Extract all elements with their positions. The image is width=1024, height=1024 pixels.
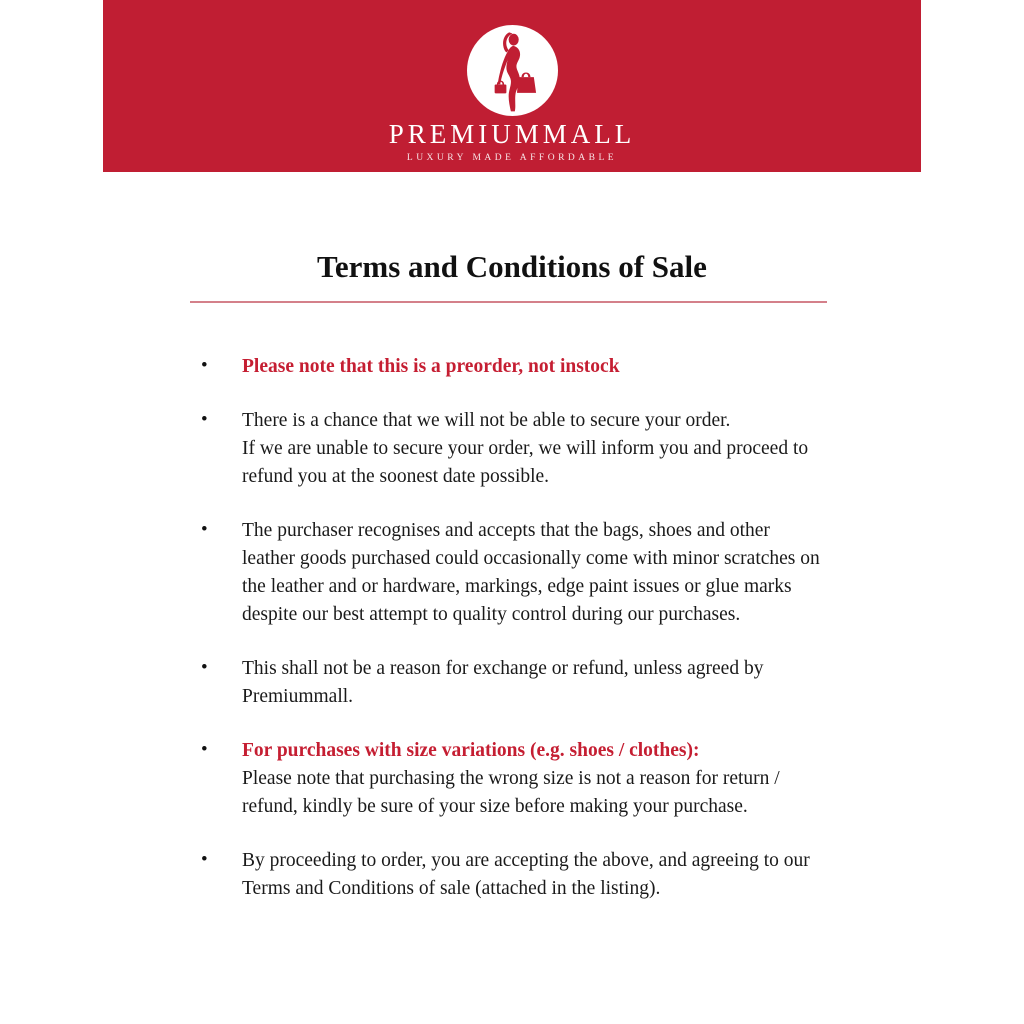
page-title: Terms and Conditions of Sale — [317, 249, 707, 284]
term-item — [200, 655, 845, 711]
terms-document — [0, 172, 1024, 929]
term-body-text: There is a chance that we will not be able to secure your order. If we are unable to secure your order, we will inform you and proceed to refund you at the soonest date possible. — [242, 410, 809, 488]
brand-tagline: LUXURY MADE AFFORDABLE — [406, 153, 618, 163]
term-item — [200, 737, 845, 821]
term-item — [200, 353, 845, 381]
title-divider — [190, 301, 827, 303]
brand-banner — [103, 0, 921, 172]
term-body-text: By proceeding to order, you are accepting the above, and agreeing to our Terms and Conditions of sale (attached in the listing). — [242, 850, 810, 900]
term-item — [200, 517, 845, 629]
term-body-text: This shall not be a reason for exchange or refund, unless agreed by Premiummall. — [242, 658, 764, 708]
woman-with-shopping-bags-icon — [473, 29, 551, 113]
term-body-text: Please note that purchasing the wrong size is not a reason for return / refund, kindly be sure of your size before making your purchase. — [242, 768, 780, 818]
term-body-text: The purchaser recognises and accepts that the bags, shoes and other leather goods purchased could occasionally come with minor scratches on the leather and or hardware, markings, edge paint issues or glue marks despite our best attempt to quality control during our purchases. — [242, 520, 820, 626]
terms-list — [200, 353, 845, 903]
term-lead-text: • Please note that this is a preorder, not instock — [242, 356, 620, 378]
term-lead-text: • For purchases with size variations (e.g. shoes / clothes): — [242, 740, 700, 762]
brand-wordmark: PREMIUMMALL — [388, 119, 636, 149]
term-item — [200, 407, 845, 491]
brand-logo — [467, 25, 558, 116]
term-item — [200, 847, 845, 903]
